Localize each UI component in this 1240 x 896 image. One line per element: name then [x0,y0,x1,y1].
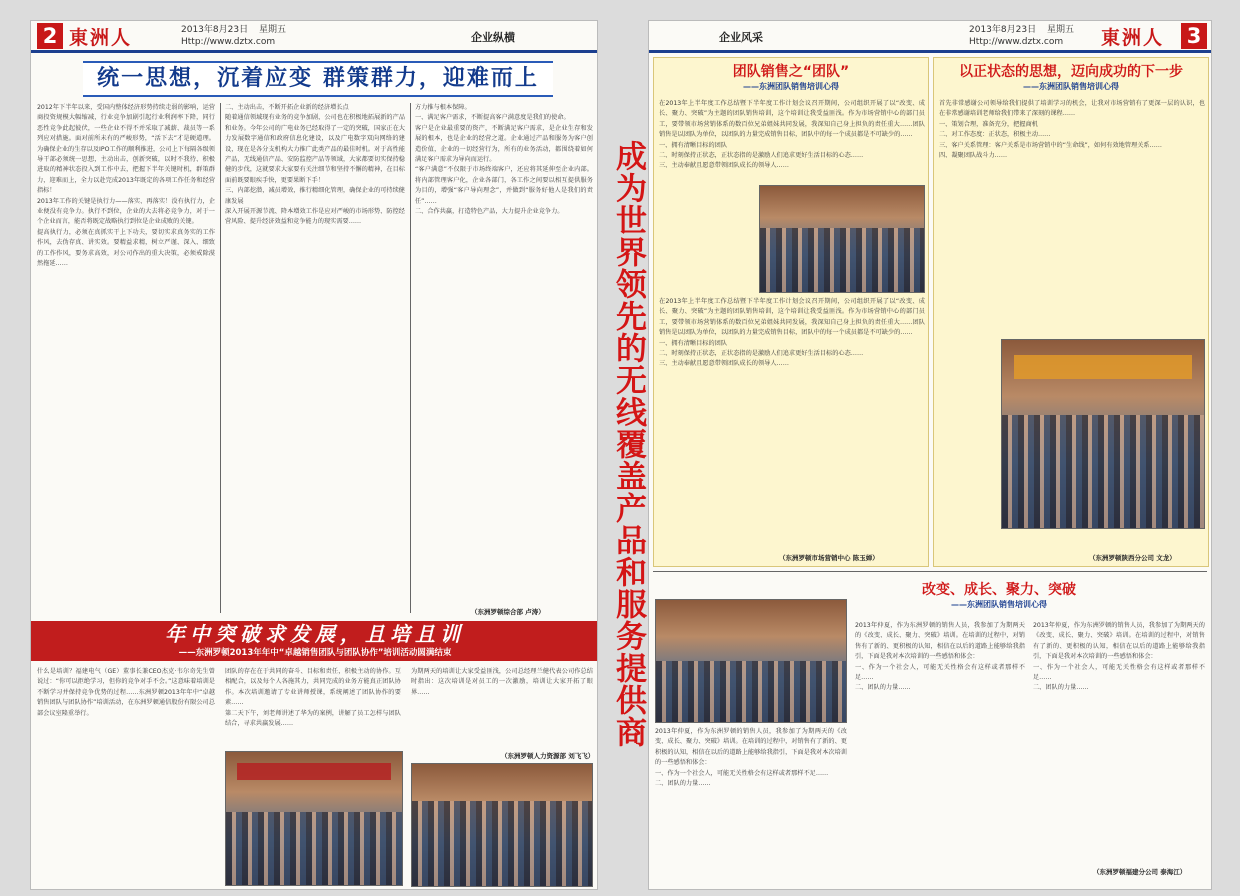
article-a3-byline: （东洲罗顿福建分公司 泰海江） [1093,868,1187,876]
page-number: 2 [37,23,63,49]
issue-weekday: 星期五 [1046,25,1074,35]
issue-meta [181,24,286,48]
left-page-header [31,21,597,53]
issue-date: 2013年8月23日 [181,25,249,35]
article-a2-byline: （东洲罗顿陕西分公司 文龙） [1089,554,1176,562]
issue-meta [969,24,1074,48]
training-hall-photo [1001,339,1205,529]
article-a1-text-cont: 在2013年上半年度工作总结暨下半年度工作计划会议召开期间，公司组织开展了以“改变、成长、聚力、突破”为主题的团队销售培训，这个培训让我受益匪浅。作为市场营销中心的部门员工，要带领市场营销体系的数百位兄弟姐妹共同发展，我深知自己身上担负的责任重大……团队销售是以团队为单位，以团队的力量完成销售目标，团队中的每一个成员都是不可缺少的…… 一、拥有清晰目标的团队 二、时刻保持正状态，正状态指的是激励人们追求更好生活目标的心态…… 三、主动奉献且愿意带领团队成长的领导人…… [659,298,925,368]
banner-subtitle: ——东洲罗顿2013年年中“卓越销售团队与团队协作”培训活动圆满结束 [178,648,452,658]
article-a1-subtitle: ——东洲团队销售培训心得 [743,82,839,91]
article2-column2: 团队的存在在于共同的奋斗、目标和责任，积极主动的协作。互相配合，以及每个人各施其力，共同完成的业务方能真正团队协作。本次培训邀请了专业讲师授课，系统阐述了团队协作的要素…… 第二天下午，刘老师讲述了华为的案例，讲解了员工怎样与团队结合，寻求共赢发展…… [225,668,401,728]
vertical-slogan: 成为世界领先的无线覆盖产品和服务提供商 [610,140,646,748]
left-page [30,20,598,890]
banner-title: 年中突破求发展，且培且训 [165,622,465,646]
article-a3-title-block [799,581,1199,610]
article2-column3: 为期两天的培训让大家受益匪浅，公司总经理兰健代表公司作总结时指出：这次培训是对员工的一次激励，培训让大家开拓了眼界…… [411,668,593,696]
article-a1-byline: （东洲罗顿市场营销中心 陈玉婵） [779,554,879,562]
column-divider [220,103,221,613]
article2-column1: 什么是培训？福建电气（GE）董事长兼CEO杰克·韦尔奇先生曾说过：“你可以拒绝学习，但你的竞争对手不会。”这意味着培训是不断学习并保持竞争优势的过程……东洲罗顿2013年年中“卓越销售团队与团队协作”培训活动，在东洲罗顿通信股份有限公司总部会议室隆重举行。 [37,668,215,717]
article-a3-text: 2013年仲夏，作为东洲罗顿的销售人员，我参加了为期两天的《改变、成长、聚力、突破》培训。在培训的过程中，对销售有了新的、更积极的认知，相信在以后的道路上能够给我指引，下面是我对本次培训的一些感悟和体会： 一、作为一个社会人，可能无关性格会有这样或者那样不足…… 二、团队的力量…… [655,728,847,788]
article-a3-text-col3: 2013年仲夏，作为东洲罗顿的销售人员，我参加了为期两天的《改变、成长、聚力、突破》培训。在培训的过程中，对销售有了新的、更积极的认知，相信在以后的道路上能够给我指引，下面是我对本次培训的一些感悟和体会： 一、作为一个社会人，可能无关性格会有这样或者那样不足…… 二、团队的力量…… [1033,622,1205,692]
article-a3-subtitle: ——东洲团队销售培训心得 [951,600,1047,609]
article-a2-subtitle: ——东洲团队销售培训心得 [1023,82,1119,91]
article-a3-text-col2: 2013年仲夏，作为东洲罗顿的销售人员，我参加了为期两天的《改变、成长、聚力、突破》培训。在培训的过程中，对销售有了新的、更积极的认知，相信在以后的道路上能够给我指引，下面是我对本次培训的一些感悟和体会： 一、作为一个社会人，可能无关性格会有这样或者那样不足…… 二、团队的力量…… [855,622,1025,692]
article-headline: 统一思想，沉着应变 群策群力，迎难而上 [83,61,553,97]
right-page [648,20,1212,890]
article-a1-text: 在2013年上半年度工作总结暨下半年度工作计划会议召开期间，公司组织开展了以“改变、成长、聚力、突破”为主题的团队销售培训，这个培训让我受益匪浅。作为市场营销中心的部门员工，要带领市场营销体系的数百位兄弟姐妹共同发展，我深知自己身上担负的责任重大……团队销售是以团队为单位，以团队的力量完成销售目标，团队中的每一个成员都是不可缺少的…… 一、拥有清晰目标的团队 二、时刻保持正状态，正状态指的是激励人们追求更好生活目标的心态…… 三、主动奉献且愿意带领团队成长的领导人…… [659,100,925,170]
section-divider [653,571,1207,572]
article-a1-title: 团队销售之“团队” [732,64,850,80]
article-a2-title-block [937,63,1205,92]
masthead-logo: 東洲人 [1101,27,1165,49]
site-url: Http://www.dztx.com [969,37,1064,47]
site-url: Http://www.dztx.com [181,37,276,47]
article-a2-text: 首先非常感谢公司领导给我们提供了培训学习的机会，让我对市场营销有了更深一层的认识，也在非常感谢培训老师给我们带来了深刻的课程…… 一、策划合理，准备充分，把握商机 二、对工作态度：正状态，积极主动…… 三、客户关系管理：客户关系是市场营销中的“生命线”，如何有效地管理关系…… 四、凝聚团队战斗力…… [939,100,1205,160]
article1-byline: （东洲罗顿综合部 卢涛） [471,608,545,616]
section-name: 企业风采 [719,31,763,44]
group-photo [411,763,593,887]
meeting-photo [759,185,925,293]
right-page-header [649,21,1211,53]
article-a3-title: 改变、成长、聚力、突破 [922,582,1076,598]
issue-weekday: 星期五 [258,25,286,35]
classroom-photo [655,599,847,723]
article1-column1: 2012年下半年以来，受国内整体经济形势持续走弱的影响，运营商投资规模大幅缩减，行业竞争加剧引起行业利润率下降，同行恶性竞争此起彼伏，一些企业不得不并采取了减薪、裁员等一系列应对措施。面对前所未有的严峻形势，“活下去”才是硬道理。为确保企业的生存以及IPO工作的顺利推进，公司上下每隔各级领导干部必须统一思想，主动出击，创新突破，以时不我待、积极进取的精神状态投入到工作中去，把握下半年关键时机，群策群力，迎难而上，全力以赴完成2013年既定的各项工作任务和经营指标！ 2013年工作的关键是执行力——落实、再落实！没有执行力，企业便没有竞争力。执行不到位，企业的大去将必竞争力，对于一个企业而言，能否将既定战略执行到位是企业成败的关键。 提高执行力，必须在真抓实干上下功夫，要切实求真务实的工作作风，去伪存真、讲实效。要精益求精，树立严谨、深入、细致的工作作风，要务求高效，对公司作出的重大决策，必须戒除漠然拖延…… [37,104,215,268]
article2-byline: （东洲罗顿人力资源部 刘飞飞） [501,752,595,760]
section-banner [31,621,598,661]
article-a1-title-block [657,63,925,92]
column-divider [410,103,411,613]
article1-column2: 二、主动出击，不断开拓企业新的经济增长点 随着通信领域现有业务的竞争加剧，公司也在积极地拓展新的产品和业务。今年公司的广电业务已经取得了一定的突破，国家正在大力发展数字通信和政府信息化建设，以及广电数字双向网络的建设，现在是各分支机构大力推广此类产品的最佳时机。对于高性能产品，无线通信产品、安防监控产品等领域，大家都要切实保持稳健的步伐，这就要求大家要有关注细节和坚持不懈的精神，在目标面前既要眼疾手快，更要果断下手！ 三、内部挖潜，减员增效，推行精细化管理，确保企业的可持续健康发展 深入开展开源节流、降本增效工作是应对严峻的市场形势、防控经营风险、提升经济效益和竞争能力的现实需要…… [225,104,405,226]
section-name: 企业纵横 [471,31,515,44]
article-a2-title: 以正状态的思想，迈向成功的下一步 [959,64,1183,80]
page-number: 3 [1181,23,1207,49]
masthead-logo: 東洲人 [69,27,133,49]
article1-column3: 方力推与根本保障。 一、满足客户需求，不断提高客户满意度是我们的使命。 客户是企业最重要的资产，不断满足客户需求，是企业生存和发展的根本，也是企业的经营之道。企业通过产品和服务为客户创造价值，企业的一切经营行为，所有的业务活动，都围绕着如何满足客户需求为导向而运行。 “客户满意”不仅限于市场终端客户，还应将其延伸至企业内部。将内部管理客户化，企业各部门，各工作之间要以相互提供服务为目的，增强“客户导向理念”，并做到“服务好他人是我们的责任”…… 二、合作共赢，打造特色产品，大力提升企业竞争力。 [415,104,593,216]
issue-date: 2013年8月23日 [969,25,1037,35]
training-photo [225,751,403,886]
